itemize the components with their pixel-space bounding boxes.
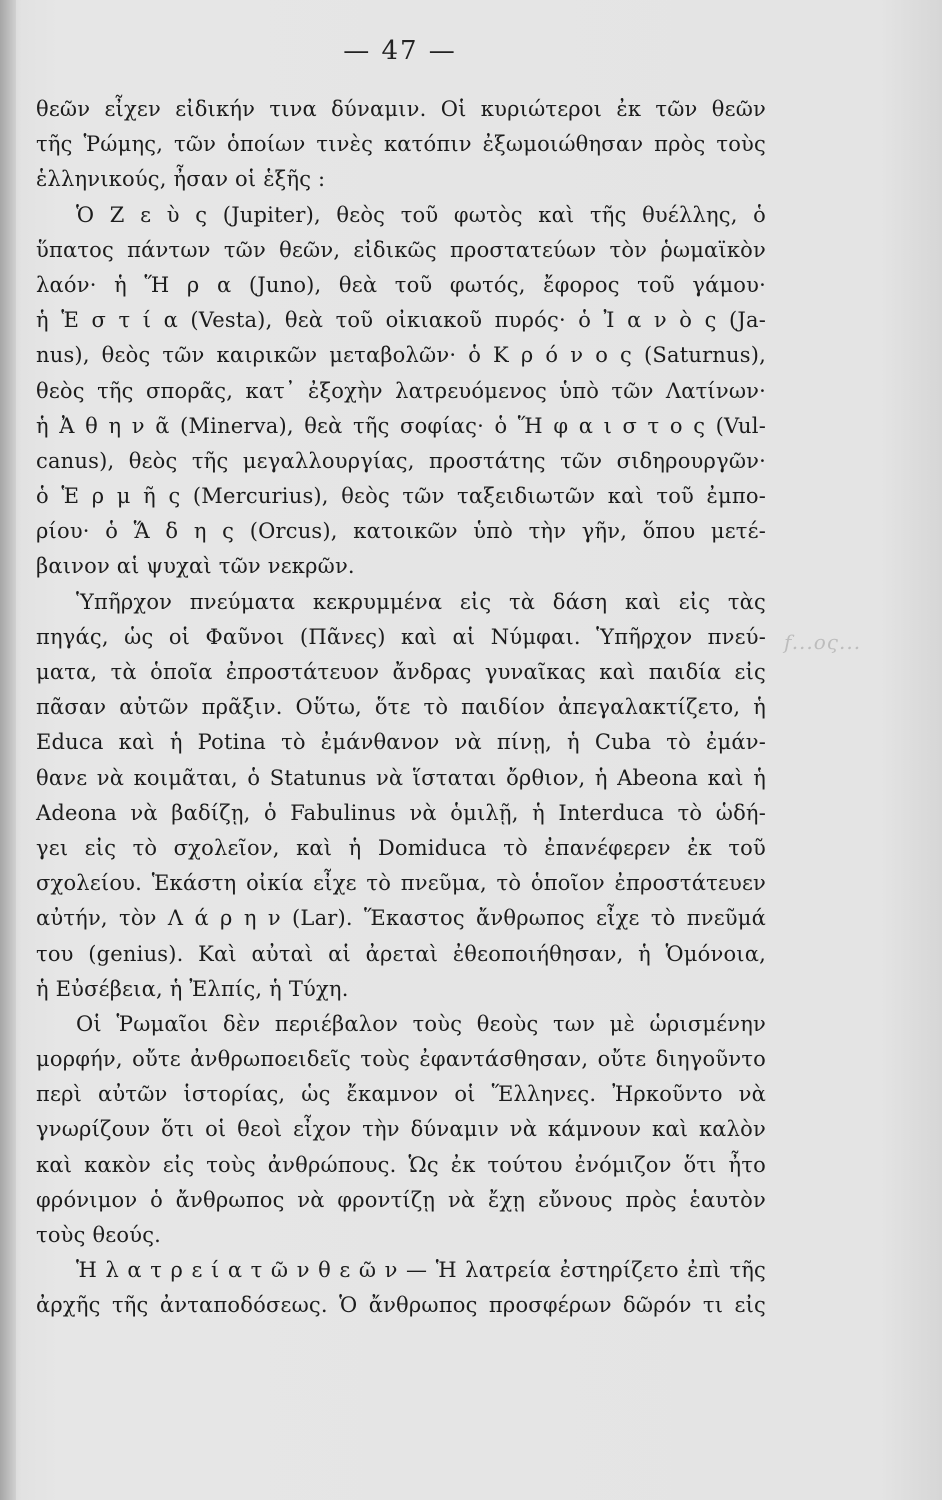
- text-line: περὶ αὐτῶν ἱστορίας, ὡς ἔκαμνον οἱ Ἕλληνες. Ἠρκοῦντο νὰ: [36, 1082, 766, 1107]
- text-line: ἡ Εὐσέβεια, ἡ Ἐλπίς, ἡ Τύχη.: [36, 976, 349, 1001]
- text-line: μορφήν, οὔτε ἀνθρωποειδεῖς τοὺς ἐφαντάσθησαν, οὔτε διηγοῦντο: [36, 1047, 766, 1072]
- text-line: αὐτήν, τὸν Λ ά ρ η ν (Lar). Ἕκαστος ἄνθρωπος εἶχε τὸ πνεῦμά: [36, 906, 766, 931]
- text-column: [36, 92, 766, 1324]
- text-line: Educa καὶ ἡ Potina τὸ ἐμάνθανον νὰ πίνῃ, ἡ Cuba τὸ ἐμάν-: [36, 730, 766, 755]
- text-line: ρίου· ὁ Ἅ δ η ς (Orcus), κατοικῶν ὑπὸ τὴν γῆν, ὅπου μετέ-: [36, 519, 766, 544]
- text-line: ὕπατος πάντων τῶν θεῶν, εἰδικῶς προστατεύων τὸν ῥωμαϊκὸν: [36, 237, 766, 262]
- text-line: θανε νὰ κοιμᾶται, ὁ Statunus νὰ ἵσταται ὄρθιον, ἡ Abeona καὶ ἡ: [36, 765, 766, 790]
- text-line: Ὁ Ζ ε ὺ ς (Jupiter), θεὸς τοῦ φωτὸς καὶ τῆς θυέλλης, ὁ: [76, 202, 766, 227]
- text-line: του (genius). Καὶ αὐταὶ αἱ ἀρεταὶ ἐθεοποιήθησαν, ἡ Ὁμόνοια,: [36, 941, 766, 966]
- text-line: θεὸς τῆς σπορᾶς, κατ᾽ ἐξοχὴν λατρευόμενος ὑπὸ τῶν Λατίνων·: [36, 378, 766, 403]
- text-line: πᾶσαν αὐτῶν πρᾶξιν. Οὕτω, ὅτε τὸ παιδίον ἀπεγαλακτίζετο, ἡ: [36, 695, 766, 720]
- text-line: τῆς Ῥώμης, τῶν ὁποίων τινὲς κατόπιν ἐξωμοιώθησαν πρὸς τοὺς: [36, 132, 766, 157]
- page-number: — 47 —: [343, 36, 457, 66]
- text-line: φρόνιμον ὁ ἄνθρωπος νὰ φροντίζῃ νὰ ἔχῃ εὔνους πρὸς ἑαυτὸν: [36, 1187, 766, 1212]
- text-line: ἑλληνικούς, ἦσαν οἱ ἑξῆς :: [36, 167, 326, 192]
- book-spine-shadow: [0, 0, 16, 1500]
- text-line: ἡ Ἑ σ τ ί α (Vesta), θεὰ τοῦ οἰκιακοῦ πυρός· ὁ Ἰ α ν ὸ ς (Ja-: [36, 308, 766, 333]
- text-line: ὁ Ἑ ρ μ ῆ ς (Mercurius), θεὸς τῶν ταξειδιωτῶν καὶ τοῦ ἐμπο-: [36, 484, 766, 509]
- text-line: σχολείου. Ἑκάστη οἰκία εἶχε τὸ πνεῦμα, τὸ ὁποῖον ἐπροστάτευεν: [36, 871, 766, 896]
- text-line: θεῶν εἶχεν εἰδικήν τινα δύναμιν. Οἱ κυριώτεροι ἐκ τῶν θεῶν: [36, 97, 766, 121]
- text-line: πηγάς, ὡς οἱ Φαῦνοι (Πᾶνες) καὶ αἱ Νύμφαι. Ὑπῆρχον πνεύ-: [36, 624, 766, 649]
- margin-note: f...ος...: [784, 630, 862, 654]
- text-line: βαινον αἱ ψυχαὶ τῶν νεκρῶν.: [36, 554, 355, 579]
- text-line: γνωρίζουν ὅτι οἱ θεοὶ εἶχον τὴν δύναμιν νὰ κάμνουν καὶ καλὸν: [36, 1117, 766, 1142]
- text-line: καὶ κακὸν εἰς τοὺς ἀνθρώπους. Ὡς ἐκ τούτου ἐνόμιζον ὅτι ἦτο: [36, 1152, 766, 1177]
- text-line: λαόν· ἡ Ἥ ρ α (Juno), θεὰ τοῦ φωτός, ἔφορος τοῦ γάμου·: [36, 272, 766, 297]
- text-line: Οἱ Ῥωμαῖοι δὲν περιέβαλον τοὺς θεοὺς των μὲ ὡρισμένην: [76, 1011, 766, 1036]
- text-line: canus), θεὸς τῆς μεγαλλουργίας, προστάτης τῶν σιδηρουργῶν·: [36, 448, 766, 473]
- text-line: ἡ Ἀ θ η ν ᾶ (Minerva), θεὰ τῆς σοφίας· ὁ Ἥ φ α ι σ τ ο ς (Vul-: [36, 413, 766, 438]
- text-line: Adeona νὰ βαδίζῃ, ὁ Fabulinus νὰ ὁμιλῇ, ἡ Interduca τὸ ὡδή-: [36, 800, 766, 825]
- text-line: Ἡ λ α τ ρ ε ί α τ ῶ ν θ ε ῶ ν — Ἡ λατρεία ἐστηρίζετο ἐπὶ τῆς: [76, 1258, 766, 1283]
- text-line: τοὺς θεούς.: [36, 1223, 162, 1247]
- text-line: γει εἰς τὸ σχολεῖον, καὶ ἡ Domiduca τὸ ἐπανέφερεν ἐκ τοῦ: [36, 835, 766, 860]
- text-line: ἀρχῆς τῆς ἀνταποδόσεως. Ὁ ἄνθρωπος προσφέρων δῶρόν τι εἰς: [36, 1293, 766, 1318]
- text-line: ματα, τὰ ὁποῖα ἐπροστάτευον ἄνδρας γυναῖκας καὶ παιδία εἰς: [36, 660, 766, 684]
- text-line: nus), θεὸς τῶν καιρικῶν μεταβολῶν· ὁ Κ ρ ό ν ο ς (Saturnus),: [36, 343, 766, 368]
- text-line: Ὑπῆρχον πνεύματα κεκρυμμένα εἰς τὰ δάση καὶ εἰς τὰς: [76, 589, 766, 614]
